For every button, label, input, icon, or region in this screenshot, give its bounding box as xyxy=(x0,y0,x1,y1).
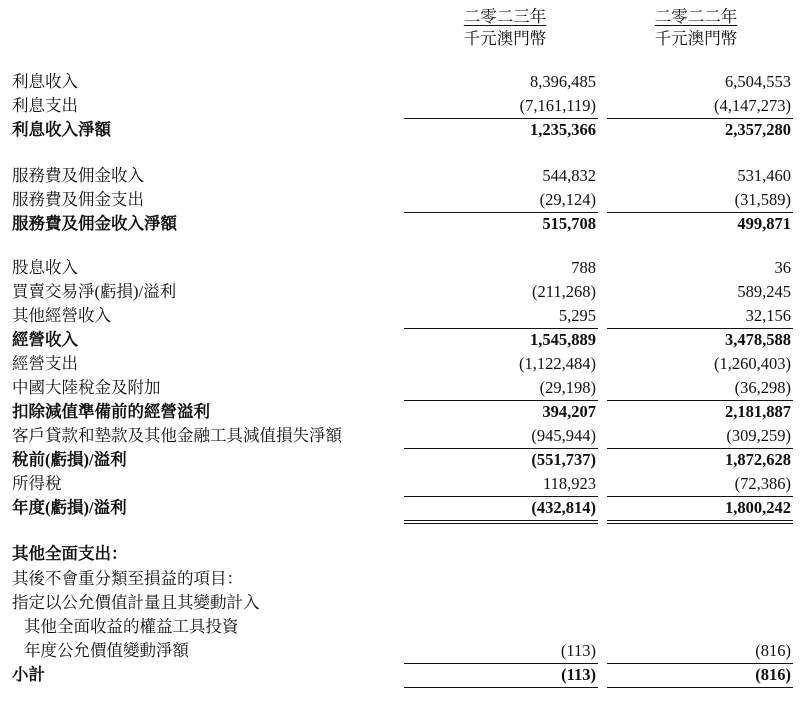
value-2022: 32,156 xyxy=(745,306,791,325)
column-header-2022 xyxy=(640,6,752,50)
row-other-operating-income xyxy=(0,304,803,328)
row-mainland-taxes xyxy=(0,376,803,400)
value-2023: (29,198) xyxy=(539,378,596,397)
value-2022: 6,504,553 xyxy=(725,72,791,91)
row-trading-gain-loss xyxy=(0,280,803,304)
value-2022: 1,872,628 xyxy=(725,450,791,469)
row-label: 經營支出 xyxy=(12,354,78,373)
row-impairment-losses xyxy=(0,424,803,448)
row-interest-expense xyxy=(0,94,803,118)
value-2023: 118,923 xyxy=(542,474,596,493)
row-label: 服務費及佣金收入淨額 xyxy=(12,214,177,233)
row-label: 其後不會重分類至損益的項目： xyxy=(12,569,243,588)
row-label: 利息支出 xyxy=(12,96,78,115)
row-label: 其他經營收入 xyxy=(12,306,111,325)
row-fee-income xyxy=(0,164,803,188)
row-label: 利息收入 xyxy=(12,72,78,91)
row-dividend-income xyxy=(0,256,803,280)
value-2023: (113) xyxy=(561,665,596,684)
value-2022: (31,589) xyxy=(734,190,791,209)
row-label: 小計 xyxy=(12,665,45,684)
row-label: 客戶貸款和墊款及其他金融工具減值損失淨額 xyxy=(12,426,342,445)
row-label: 股息收入 xyxy=(12,258,78,277)
column-header-2023 xyxy=(449,6,561,50)
row-label: 所得稅 xyxy=(12,474,62,493)
value-2023: (211,268) xyxy=(531,282,596,301)
row-operating-profit-before-impairment xyxy=(0,400,803,424)
value-2023: (945,944) xyxy=(531,426,596,445)
value-2023: (113) xyxy=(560,641,596,660)
column-unit: 千元澳門幣 xyxy=(463,29,547,48)
value-2022: (309,259) xyxy=(726,426,791,445)
row-label: 服務費及佣金支出 xyxy=(12,190,144,209)
row-oci-designated-fvoci xyxy=(0,591,803,615)
row-income-tax xyxy=(0,472,803,496)
row-net-interest-income xyxy=(0,118,803,142)
column-unit: 千元澳門幣 xyxy=(654,29,738,48)
value-2023: 1,235,366 xyxy=(530,120,596,139)
value-2022: 531,460 xyxy=(737,166,791,185)
value-2023: 515,708 xyxy=(542,214,596,233)
value-2023: (1,122,484) xyxy=(519,354,596,373)
value-2022: 589,245 xyxy=(737,282,791,301)
row-operating-expense xyxy=(0,352,803,376)
value-2022: (816) xyxy=(755,665,791,684)
row-fee-expense xyxy=(0,188,803,212)
section-heading: 其他全面支出： xyxy=(12,544,128,563)
value-2022: 2,181,887 xyxy=(725,402,791,421)
row-label: 稅前(虧損)/溢利 xyxy=(12,450,127,469)
column-year: 二零二三年 xyxy=(463,7,547,26)
value-2022: 499,871 xyxy=(737,214,791,233)
row-label: 扣除減值準備前的經營溢利 xyxy=(12,402,210,421)
value-2022: (1,260,403) xyxy=(714,354,791,373)
row-label: 年度(虧損)/溢利 xyxy=(12,498,127,517)
total-double-rule xyxy=(404,520,598,524)
row-oci-not-reclassified xyxy=(0,567,803,591)
row-label: 利息收入淨額 xyxy=(12,120,111,139)
value-2023: (551,737) xyxy=(531,450,596,469)
value-2022: 3,478,588 xyxy=(725,330,791,349)
row-oci-equity-investments xyxy=(0,615,803,639)
value-2022: 1,800,242 xyxy=(725,498,791,517)
value-2023: 5,295 xyxy=(558,306,596,325)
value-2023: (7,161,119) xyxy=(519,96,596,115)
value-2023: 1,545,889 xyxy=(530,330,596,349)
row-label: 買賣交易淨(虧損)/溢利 xyxy=(12,282,177,301)
row-label: 服務費及佣金收入 xyxy=(12,166,144,185)
row-label: 指定以公允價值計量且其變動計入 xyxy=(12,593,260,612)
total-double-rule xyxy=(607,520,793,524)
row-operating-income xyxy=(0,328,803,352)
row-oci-fair-value-change xyxy=(0,639,803,663)
row-label: 其他全面收益的權益工具投資 xyxy=(24,617,239,636)
column-year: 二零二二年 xyxy=(654,7,738,26)
row-oci-heading xyxy=(0,542,803,566)
row-subtotal xyxy=(0,663,803,687)
value-2022: (36,298) xyxy=(734,378,791,397)
row-label: 經營收入 xyxy=(12,330,78,349)
value-2023: 788 xyxy=(571,258,596,277)
value-2023: 544,832 xyxy=(542,166,596,185)
subtotal-rule xyxy=(404,687,598,688)
row-label: 中國大陸稅金及附加 xyxy=(12,378,161,397)
row-interest-income xyxy=(0,70,803,94)
value-2022: (4,147,273) xyxy=(714,96,791,115)
value-2023: 8,396,485 xyxy=(530,72,596,91)
value-2022: 36 xyxy=(774,258,791,277)
row-profit-for-year xyxy=(0,496,803,520)
value-2023: (29,124) xyxy=(539,190,596,209)
value-2022: (816) xyxy=(755,641,791,660)
row-label: 年度公允價值變動淨額 xyxy=(24,641,189,660)
row-net-fee-income xyxy=(0,212,803,236)
value-2022: 2,357,280 xyxy=(725,120,791,139)
value-2022: (72,386) xyxy=(734,474,791,493)
value-2023: 394,207 xyxy=(542,402,596,421)
value-2023: (432,814) xyxy=(531,498,596,517)
subtotal-rule xyxy=(607,687,793,688)
row-profit-before-tax xyxy=(0,448,803,472)
